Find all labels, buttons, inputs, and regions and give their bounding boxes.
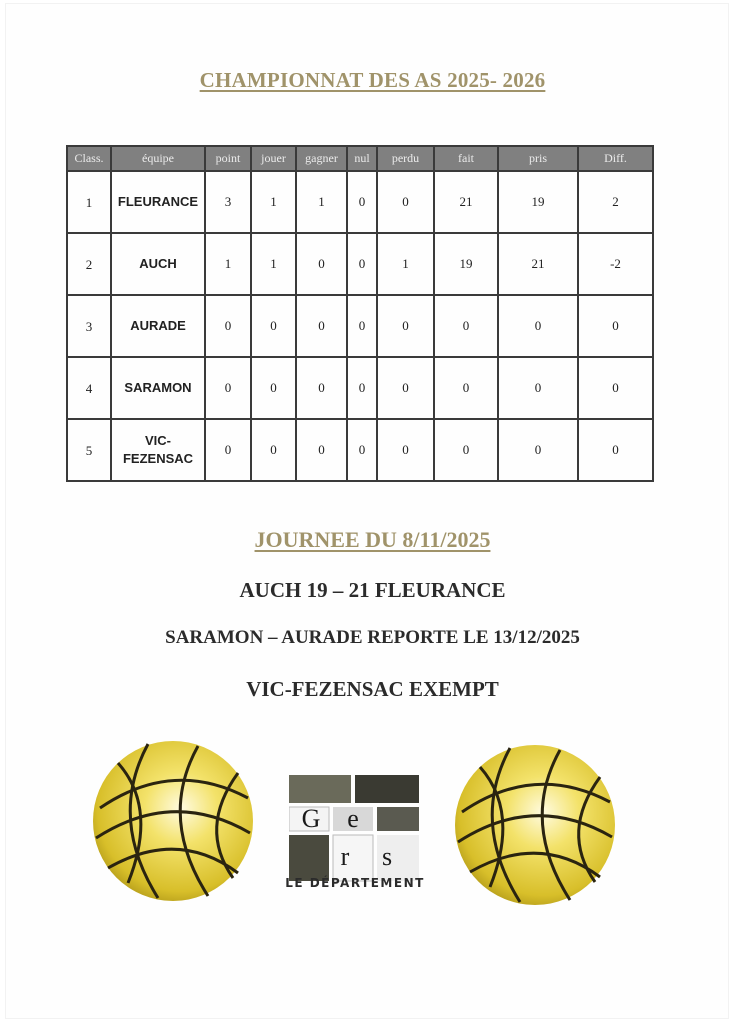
- logo-letter-g: G: [301, 804, 321, 833]
- rank-cell: 3: [67, 295, 111, 357]
- pris-cell: 0: [498, 295, 578, 357]
- fait-cell: 0: [434, 295, 498, 357]
- match-result-line: AUCH 19 – 21 FLEURANCE: [239, 578, 506, 602]
- nul-cell: 0: [347, 295, 377, 357]
- rank-cell: 4: [67, 357, 111, 419]
- gagner-cell: 0: [296, 233, 347, 295]
- team-cell: SARAMON: [111, 357, 205, 419]
- header-perdu: perdu: [377, 146, 434, 171]
- header-gagner: gagner: [296, 146, 347, 171]
- diff-cell: 2: [578, 171, 653, 233]
- jouer-cell: 1: [251, 171, 296, 233]
- fait-cell: 0: [434, 419, 498, 481]
- nul-cell: 0: [347, 171, 377, 233]
- table-header-row: [67, 146, 653, 171]
- header-pris: pris: [498, 146, 578, 171]
- petanque-ball-icon: [88, 738, 258, 904]
- diff-cell: 0: [578, 295, 653, 357]
- rank-cell: 1: [67, 171, 111, 233]
- journee-title: JOURNEE DU 8/11/2025: [254, 527, 491, 552]
- rank-cell: 5: [67, 419, 111, 481]
- gagner-cell: 0: [296, 295, 347, 357]
- team-cell: AURADE: [111, 295, 205, 357]
- gagner-cell: 0: [296, 419, 347, 481]
- logo-letter-e: e: [347, 804, 359, 833]
- table-row: [67, 357, 653, 419]
- perdu-cell: 0: [377, 295, 434, 357]
- page-title: CHAMPIONNAT DES AS 2025- 2026: [199, 68, 546, 92]
- postponed-match-line: SARAMON – AURADE REPORTE LE 13/12/2025: [165, 627, 580, 648]
- header-point: point: [205, 146, 251, 171]
- logo-letter-s: s: [381, 842, 393, 871]
- jouer-cell: 0: [251, 419, 296, 481]
- pris-cell: 0: [498, 357, 578, 419]
- point-cell: 1: [205, 233, 251, 295]
- pris-cell: 19: [498, 171, 578, 233]
- header-nul: nul: [347, 146, 377, 171]
- fait-cell: 19: [434, 233, 498, 295]
- gagner-cell: 0: [296, 357, 347, 419]
- rank-cell: 2: [67, 233, 111, 295]
- exempt-line: VIC-FEZENSAC EXEMPT: [246, 677, 499, 701]
- point-cell: 0: [205, 357, 251, 419]
- pris-cell: 21: [498, 233, 578, 295]
- team-cell: [111, 419, 205, 481]
- header-class: Class.: [67, 146, 111, 171]
- diff-cell: 0: [578, 419, 653, 481]
- team-cell: AUCH: [111, 233, 205, 295]
- jouer-cell: 0: [251, 295, 296, 357]
- nul-cell: 0: [347, 233, 377, 295]
- logo-letter-r: r: [340, 842, 350, 871]
- team-cell: FLEURANCE: [111, 171, 205, 233]
- header-equipe: équipe: [111, 146, 205, 171]
- logo-caption: LE DÉPARTEMENT: [285, 876, 425, 890]
- perdu-cell: 0: [377, 171, 434, 233]
- gagner-cell: 1: [296, 171, 347, 233]
- petanque-ball-icon: [450, 742, 620, 908]
- table-row: [67, 295, 653, 357]
- team-name-line-2: FEZENSAC: [122, 451, 194, 466]
- jouer-cell: 1: [251, 233, 296, 295]
- header-jouer: jouer: [251, 146, 296, 171]
- header-fait: fait: [434, 146, 498, 171]
- jouer-cell: 0: [251, 357, 296, 419]
- fait-cell: 21: [434, 171, 498, 233]
- perdu-cell: 0: [377, 419, 434, 481]
- point-cell: 0: [205, 419, 251, 481]
- table-row: [67, 233, 653, 295]
- nul-cell: 0: [347, 419, 377, 481]
- pris-cell: 0: [498, 419, 578, 481]
- point-cell: 0: [205, 295, 251, 357]
- perdu-cell: 1: [377, 233, 434, 295]
- diff-cell: 0: [578, 357, 653, 419]
- table-row: [67, 419, 653, 481]
- perdu-cell: 0: [377, 357, 434, 419]
- point-cell: 3: [205, 171, 251, 233]
- standings-table: [66, 145, 654, 482]
- fait-cell: 0: [434, 357, 498, 419]
- header-diff: Diff.: [578, 146, 653, 171]
- nul-cell: 0: [347, 357, 377, 419]
- team-name-line-1: VIC-: [145, 433, 171, 449]
- table-row: [67, 171, 653, 233]
- diff-cell: -2: [578, 233, 653, 295]
